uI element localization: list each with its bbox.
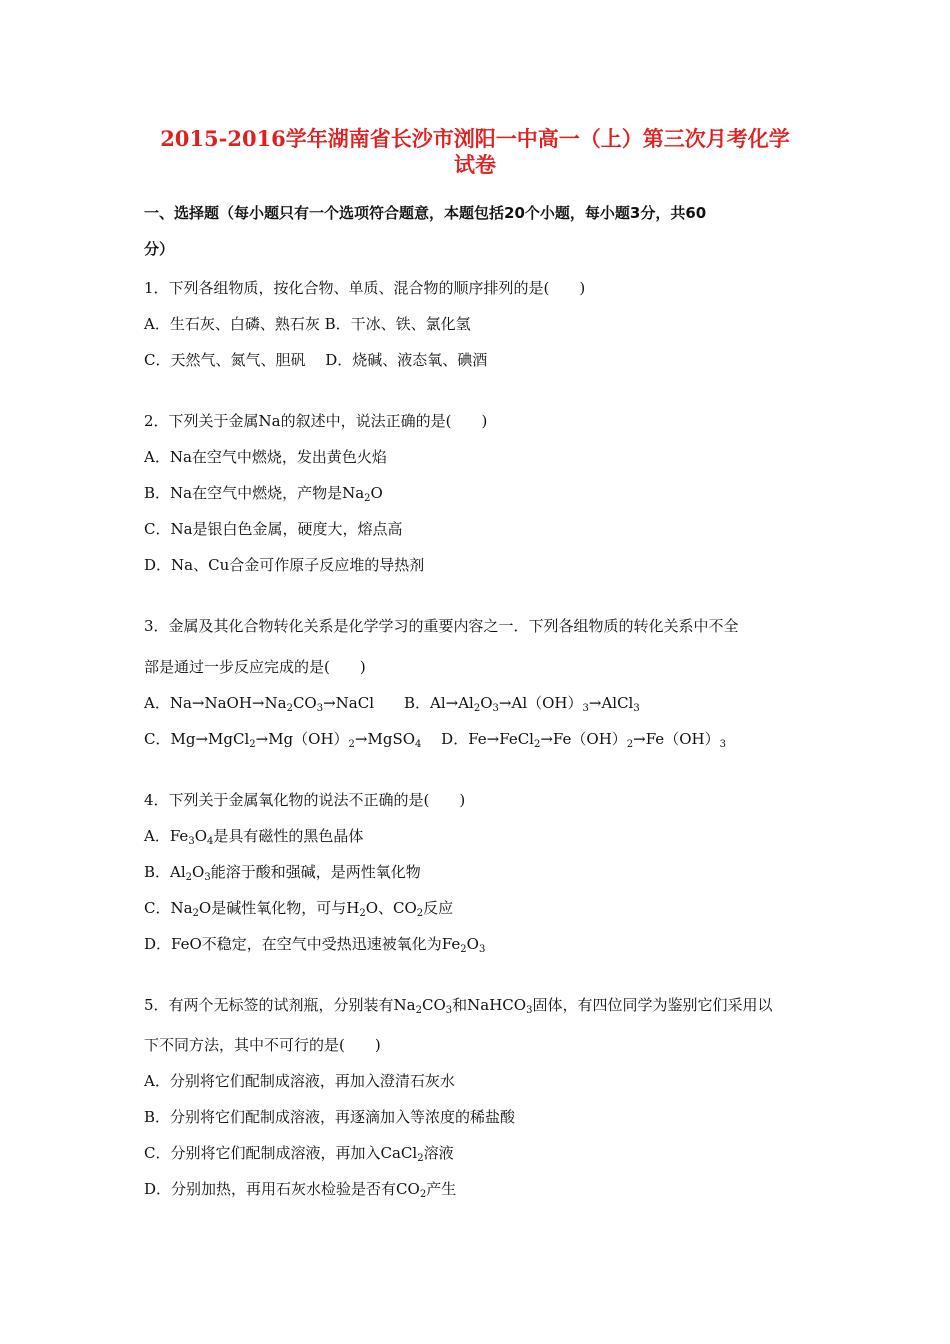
question-2-stem: 2．下列关于金属Na的叙述中，说法正确的是( ) xyxy=(144,412,488,430)
question-1-options-cd: C．天然气、氮气、胆矾 D．烧碱、液态氧、碘酒 xyxy=(144,351,488,369)
question-4-stem: 4．下列关于金属氧化物的说法不正确的是( ) xyxy=(144,791,466,809)
section-heading-cont: 分） xyxy=(144,240,175,258)
question-5-stem-cont: 下不同方法，其中不可行的是( ) xyxy=(144,1036,381,1054)
question-3-stem-cont: 部是通过一步反应完成的是( ) xyxy=(144,658,366,676)
question-2-option-c: C．Na是银白色金属，硬度大，熔点高 xyxy=(144,520,403,538)
question-2-option-b: B．Na在空气中燃烧，产物是$Na_2O$ xyxy=(144,484,383,504)
question-5-option-b: B．分别将它们配制成溶液，再逐滴加入等浓度的稀盐酸 xyxy=(144,1108,516,1126)
question-1-stem: 1．下列各组物质，按化合物、单质、混合物的顺序排列的是( ) xyxy=(144,279,586,297)
question-3-options-cd: C．$Mg\to MgCl_2\to Mg(OH)_2\to MgSO_4$ D．$Fe\to FeCl_2\to Fe(OH)_2\to Fe(OH)_3$ xyxy=(144,730,726,750)
question-2-option-d: D．Na、Cu合金可作原子反应堆的导热剂 xyxy=(144,556,425,574)
question-5-option-c: C．分别将它们配制成溶液，再加入CaCl$_2$溶液 xyxy=(144,1144,454,1164)
question-5-option-a: A．分别将它们配制成溶液，再加入澄清石灰水 xyxy=(144,1072,455,1090)
question-4-option-b: B．$Al_2O_3$能溶于酸和强碱，是两性氧化物 xyxy=(144,863,421,883)
question-4-option-c: C．$Na_2O$是碱性氧化物，可与$H_2O$、$CO_2$反应 xyxy=(144,899,454,919)
document-title-line1: 2015-2016学年湖南省长沙市浏阳一中高一（上）第三次月考化学 xyxy=(160,126,790,151)
question-4-option-a: A．$Fe_3O_4$是具有磁性的黑色晶体 xyxy=(144,827,364,847)
question-2-option-a: A．Na在空气中燃烧，发出黄色火焰 xyxy=(144,448,387,466)
question-5-stem: 5．有两个无标签的试剂瓶，分别装有$Na_2CO_3$和NaHCO$_3$固体，有四位同学为鉴别它们采用以 xyxy=(144,996,773,1016)
document-title-line2: 试卷 xyxy=(454,152,496,177)
question-3-options-ab: A．$Na\to NaOH\to Na_2CO_3\to NaCl$ B．$Al\to Al_2O_3\to Al(OH)_3\to AlCl_3$ xyxy=(144,694,640,714)
question-3-stem: 3．金属及其化合物转化关系是化学学习的重要内容之一．下列各组物质的转化关系中不全 xyxy=(144,617,739,635)
section-heading: 一、选择题（每小题只有一个选项符合题意，本题包括20个小题，每小题3分，共60 xyxy=(144,204,707,222)
question-1-options-ab: A．生石灰、白磷、熟石灰 B．干冰、铁、氯化氢 xyxy=(144,315,471,333)
question-5-option-d: D．分别加热，再用石灰水检验是否有$CO_2$产生 xyxy=(144,1180,457,1200)
question-4-option-d: D．FeO不稳定，在空气中受热迅速被氧化为$Fe_2O_3$ xyxy=(144,935,486,955)
